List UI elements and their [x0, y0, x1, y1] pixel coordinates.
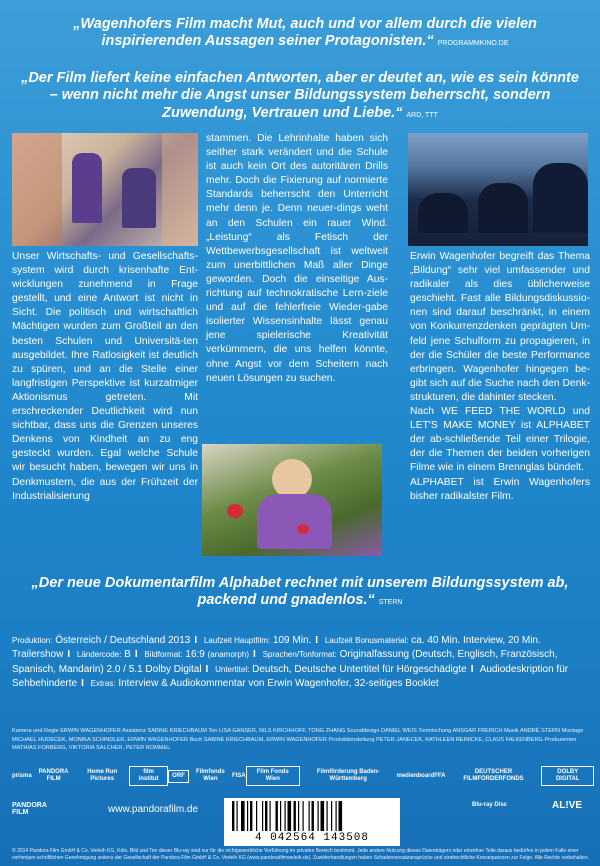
quote-source: STERN: [378, 599, 403, 607]
spec-value: Österreich / Deutschland 2013: [55, 635, 191, 646]
quote-text: „Der neue Dokumentarfilm Alphabet rechnet mit unserem Bildungssystem ab, packend und gnadenlos.“: [31, 575, 569, 609]
barcode-bars: [232, 801, 392, 831]
barcode: [224, 798, 400, 846]
logo: FISA: [231, 772, 246, 779]
logo: DEUTSCHER FILMFÖRDERFONDS: [463, 769, 524, 782]
logo: FFA: [434, 772, 446, 779]
legal-notice: © 2014 Pandora Film GmbH & Co. Verleih KG, Köln. Bild und Ton dieser Blu-ray sind nur für die nichtgewerbliche Vorführung im privaten Bereich bestimmt. Jede andere Nutzung dieses Datenträgers oder einzelner Teile daraus bedürfen in jedem Falle einer vorherigen schriftlichen Genehmigung seitens der Gesellschaft der Pandora Film GmbH & Co. Verleih KG (www.pandorafilmverleih.de). Zuwiderhandlungen haben Schadensersatzansprüche und strafrechtliche Konsequenzen zur Folge. Alle Rechte vorbehalten.: [12, 848, 589, 861]
quote-source: ARD, TTT: [406, 111, 438, 119]
quote-source: PROGRAMMKINO.DE: [437, 40, 509, 48]
technical-specs: Produktion: Österreich / Deutschland 2013 I Laufzeit Hauptfilm: 109 Min. I Laufzeit Bonusmaterial: ca. 40 Min. Interview, 20 Min. Trailershow I Ländercode: B I Bildformat: 16:9 (anamorph) I Sprachen/Tonformat: Originalfassung (Deutsch, Englisch, Französisch, Spanisch, Mandarin) 2.0 / 5.1 Dolby Digital I Untertitel: Deutsch, Deutsche Untertitel für Hörgeschädigte I Audiodeskription für Sehbehinderte I Extras: Interview & Audiokommentar von Erwin Wagenhofer, 32-seitiges Booklet: [12, 635, 569, 689]
logo: ORF: [168, 770, 189, 783]
barcode-number: 4 042564 143508: [254, 832, 370, 844]
logo: medienboard: [396, 772, 435, 779]
synopsis-column-3: [410, 250, 590, 504]
spec-value: 16:9: [185, 649, 205, 661]
bluray-logo: Blu-ray Disc: [472, 802, 508, 808]
quote-programmkino: [40, 16, 570, 51]
photo-classroom: [408, 133, 588, 246]
spec-label: Extras:: [90, 678, 116, 688]
logo: Home Run Pictures: [87, 769, 118, 782]
synopsis-column-2: stammen. Die Lehrinhalte haben sich seither stark verändert und die Schule ist auch kein Ort des autoritären Drills mehr. Doch die Fixierung auf normierte Standards beherrscht den Unterricht mehr denn je. Denn neuer-dings weht an den Schulen ein rauer Wind. „Leistung“ als Fetisch der Wettbewerbsgesellschaft ist weltweit zum unerbittlichen Maß aller Dinge geworden. Doch die einseitige Aus-richtung auf technokratische Lern-ziele und auf die fehlerfreie Wieder-gabe isolierter Wissensinhalte lässt genau jene spielerische Kreativität verkümmern, die uns helfen könnte, ohne Angst vor dem Scheitern nach neuen Lösungen zu suchen.: [206, 133, 388, 384]
spec-value: Originalfassung (Deutsch, Englisch, Französisch, Spanisch, Mandarin) 2.0 / 5.1 Dolby Digital: [12, 649, 558, 675]
spec-value: Deutsch, Deutsche Untertitel für Hörgeschädigte: [252, 663, 467, 675]
logo: Film Fonds Wien: [246, 766, 300, 786]
spec-label: Bildformat:: [144, 650, 183, 660]
logo: DOLBY DIGITAL: [541, 766, 594, 786]
photo-children-painting: [12, 133, 198, 246]
synopsis-column-1: Unser Wirtschafts- und Gesellschafts-system wird durch krisenhafte Ent-wicklungen zunehmend in Frage gestellt, und eine Antwort ist nicht in Sicht. Die politisch und wirtschaftlich Mächtigen wurden zum Großteil an den besten Schulen und Universitä-ten ausgebildet. Ihre Ratlosigkeit ist deutlich zu spüren, und an die Stelle einer langfristigen Perspektive ist kurzatmiger Aktionismus getreten. Mit erschreckender Deutlichkeit wird nun sichtbar, dass uns die Grenzen unseres Denkens von Kindheit an zu eng gesteckt wurden. Egal welche Schule wir besucht haben, bewegen wir uns in Denkmustern, die aus der Frühzeit der Industrialisierung: [12, 251, 198, 502]
spec-label: Sprachen/Tonformat:: [262, 650, 337, 660]
logo: Filmförderung Baden-Württemberg: [316, 769, 380, 782]
spec-extra: (anamorph): [207, 650, 249, 660]
spec-value: ca. 40 Min. Interview, 20 Min. Trailershow: [12, 635, 541, 661]
synopsis-paragraph: Nach WE FEED THE WORLD und LET'S MAKE MONEY ist ALPHABET der ab-schließende Teil einer Trilogie, der die Themen der beiden vorherigen Filme wie in einem Brennglas bündelt.: [410, 406, 590, 474]
spec-value: 109 Min.: [272, 635, 312, 646]
quote-ard: [20, 70, 580, 122]
spec-label: Ländercode:: [76, 650, 122, 660]
alive-logo: AL!VE: [552, 800, 582, 811]
website-link[interactable]: www.pandorafilm.de: [108, 804, 199, 815]
pandora-logo: PANDORA FILM: [12, 802, 47, 816]
spec-label: Produktion:: [12, 636, 53, 645]
quote-text: „Der Film liefert keine einfachen Antworten, aber er deutet an, wie es sein könnte – wenn nicht mehr die Angst unser Bildungssystem beherrscht, sondern Zuwendung, Vertrauen und Liebe.“: [21, 70, 579, 121]
spec-value: B: [124, 649, 131, 661]
crew-credits: Kamera und Regie ERWIN WAGENHOFER Assistenz SABINE KRIECHBAUM Ton LISA GANSER, NILS KIRCHHOFF, TONG ZHANG Sounddesign DANIEL WEIS Tonmischung ANSGAR FRERICH Musik ANDRÉ STERN Montage MICHAEL HUDECEK, MONIKA SCHINDLER, ERWIN WAGENHOFER Buch SABINE KRIECHBAUM, ERWIN WAGENHOFER Produktionsleitung PETER JANECEK, KATHLEEN REINICKE, CLAUS FALKENBERG Produzenten MATHIAS FORBERG, VIKTORIA SALCHER, PETER ROMMEL: [12, 728, 584, 752]
logo: PANDORA FILM: [38, 769, 69, 782]
spec-label: Laufzeit Hauptfilm:: [203, 636, 271, 645]
spec-value: Interview & Audiokommentar von Erwin Wagenhofer, 32-seitiges Booklet: [118, 677, 439, 689]
sponsor-logos: [12, 762, 594, 790]
bottom-bar: [12, 798, 594, 844]
quote-text: „Wagenhofers Film macht Mut, auch und vor allem durch die vielen inspirierenden Aussagen seiner Protagonisten.“: [73, 16, 537, 50]
spec-value: Audiodeskription für Sehbehinderte: [12, 663, 569, 689]
synopsis-paragraph: Erwin Wagenhofer begreift das Thema „Bildung“ sehr viel umfassender und radikaler als dies üblicherweise geschieht. Fast alle Bildungsdiskussio-nen sind darauf beschränkt, in einem von Konkurrenzdenken geprägten Um-feld jene Schulform zu propagieren, in der die Schüler die beste Performance erbringen. Wagenhofer hingegen be-gibt sich auf die Suche nach den Denk-strukturen, die dahinter stecken.: [410, 251, 590, 403]
logo: prisma: [12, 772, 32, 779]
photo-child-flowers: [202, 444, 382, 556]
quote-stern: [30, 575, 570, 610]
spec-label: Untertitel:: [215, 664, 250, 674]
logo: Filmfonds Wien: [196, 769, 225, 782]
spec-label: Laufzeit Bonusmaterial:: [324, 636, 409, 645]
synopsis-paragraph: ALPHABET ist Erwin Wagenhofers bisher radikalster Film.: [410, 476, 590, 502]
logo: film institut: [129, 766, 168, 786]
